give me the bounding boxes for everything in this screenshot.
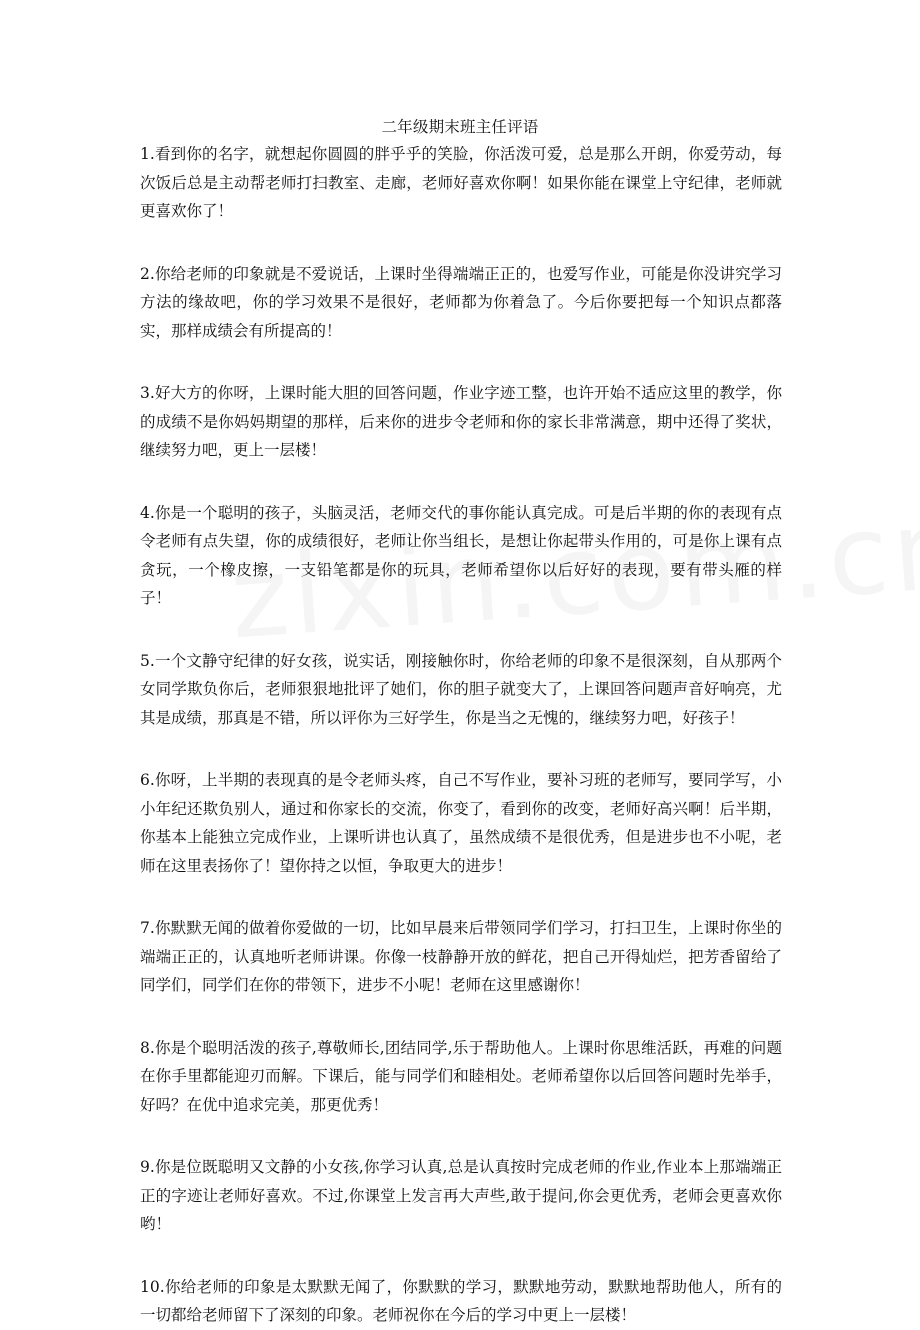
- comment-paragraph-6: 6.你呀，上半期的表现真的是令老师头疼，自己不写作业，要补习班的老师写，要同学写，小小年纪还欺负别人，通过和你家长的交流，你变了，看到你的改变，老师好高兴啊！后半期，你基本上能独立完成作业，上课听讲也认真了，虽然成绩不是很优秀，但是进步也不小呢，老师在这里表扬你了！望你持之以恒，争取更大的进步！: [140, 771, 782, 875]
- comment-paragraph-7: 7.你默默无闻的做着你爱做的一切，比如早晨来后带领同学们学习，打扫卫生，上课时你坐的端端正正的，认真地听老师讲课。你像一枝静静开放的鲜花，把自己开得灿烂，把芳香留给了同学们，同学们在你的带领下，进步不小呢！老师在这里感谢你！: [140, 919, 782, 994]
- comment-paragraph-3: 3.好大方的你呀，上课时能大胆的回答问题，作业字迹工整，也许开始不适应这里的教学，你的成绩不是你妈妈期望的那样，后来你的进步令老师和你的家长非常满意，期中还得了奖状，继续努力吧，更上一层楼！: [140, 384, 782, 459]
- document-title: 二年级期末班主任评语: [381, 118, 539, 136]
- comment-paragraph-8: 8.你是个聪明活泼的孩子,尊敬师长,团结同学,乐于帮助他人。上课时你思维活跃，再难的问题在你手里都能迎刃而解。下课后，能与同学们和睦相处。老师希望你以后回答问题时先举手，好吗？在优中追求完美，那更优秀！: [140, 1038, 782, 1114]
- comment-paragraph-4: 4.你是一个聪明的孩子，头脑灵活，老师交代的事你能认真完成。可是后半期的你的表现有点令老师有点失望，你的成绩很好，老师让你当组长，是想让你起带头作用的，可是你上课有点贪玩，一个橡皮擦，一支铅笔都是你的玩具，老师希望你以后好好的表现，要有带头雁的样子！: [140, 503, 782, 607]
- comment-list: [140, 140, 782, 1330]
- comment-paragraph-1: 1.看到你的名字，就想起你圆圆的胖乎乎的笑脸，你活泼可爱，总是那么开朗，你爱劳动，每次饭后总是主动帮老师打扫教室、走廊，老师好喜欢你啊！如果你能在课堂上守纪律，老师就更喜欢你了！: [140, 145, 782, 220]
- comment-paragraph-10: 10.你给老师的印象是太默默无闻了，你默默的学习，默默地劳动，默默地帮助他人，所有的一切都给老师留下了深刻的印象。老师祝你在今后的学习中更上一层楼！: [140, 1277, 782, 1324]
- comment-paragraph-2: 2.你给老师的印象就是不爱说话，上课时坐得端端正正的，也爱写作业，可能是你没讲究学习方法的缘故吧，你的学习效果不是很好，老师都为你着急了。今后你要把每一个知识点都落实，那样成绩会有所提高的！: [140, 264, 782, 340]
- comment-paragraph-9: 9.你是位既聪明又文静的小女孩,你学习认真,总是认真按时完成老师的作业,作业本上那端端正正的字迹让老师好喜欢。不过,你课堂上发言再大声些,敢于提问,你会更优秀，老师会更喜欢你哟！: [140, 1158, 782, 1233]
- comment-paragraph-5: 5.一个文静守纪律的好女孩，说实话，刚接触你时，你给老师的印象不是很深刻，自从那两个女同学欺负你后，老师狠狠地批评了她们，你的胆子就变大了，上课回答问题声音好响亮，尤其是成绩，那真是不错，所以评你为三好学生，你是当之无愧的，继续努力吧，好孩子！: [140, 651, 782, 727]
